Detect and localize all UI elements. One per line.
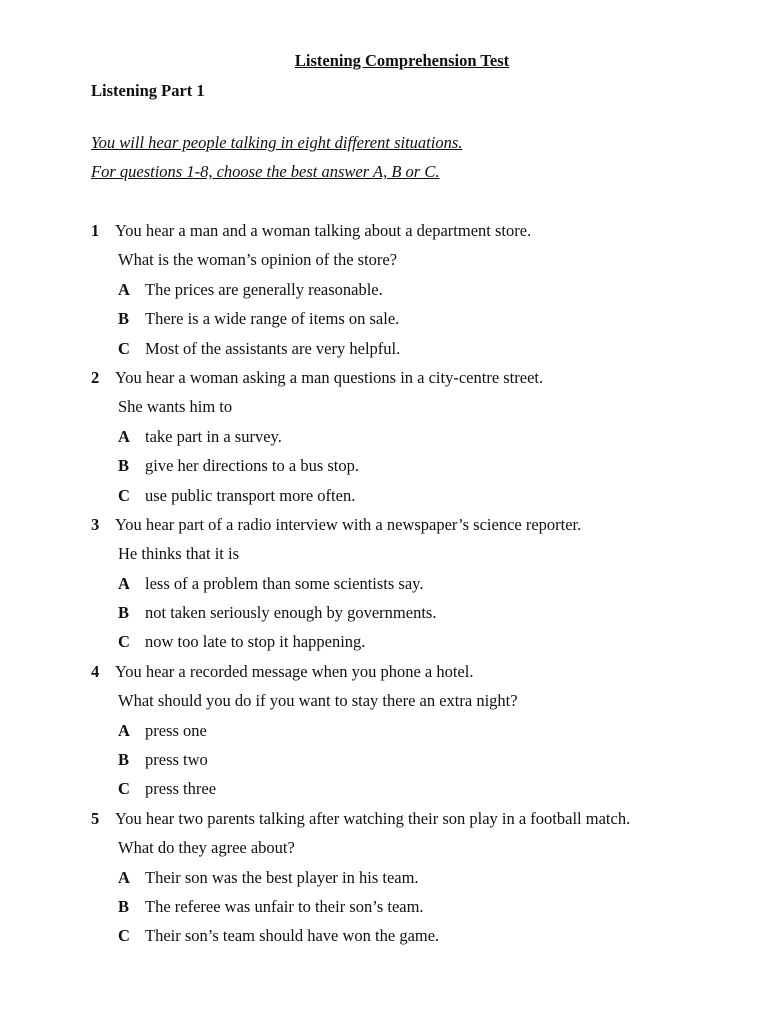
answer-option [91,280,731,309]
document-title: Listening Comprehension Test [294,51,510,70]
question-number: 2 [91,367,100,387]
option-text: now too late to stop it happening. [145,632,366,652]
option-text: not taken seriously enough by governments. [145,603,437,623]
answer-option [91,632,731,661]
answer-option [91,779,731,808]
question-list [91,221,731,956]
option-letter: A [118,426,130,446]
option-letter: A [118,279,130,299]
question-block [91,662,731,809]
option-letter: C [118,485,130,505]
question-prompt: He thinks that it is [118,544,239,564]
option-text: Their son was the best player in his team. [145,867,419,887]
situation-text: You hear part of a radio interview with a newspaper’s science reporter. [115,514,582,534]
option-text: There is a wide range of items on sale. [145,309,400,329]
question-number: 3 [91,514,100,534]
answer-option [91,721,731,750]
option-text: The prices are generally reasonable. [145,279,383,299]
answer-option [91,868,731,897]
option-text: The referee was unfair to their son’s team. [145,896,424,916]
instruction-line: You will hear people talking in eight different situations. [91,133,463,152]
option-text: less of a problem than some scientists say. [145,573,424,593]
option-letter: C [118,926,130,946]
question-prompt: What is the woman’s opinion of the store? [118,250,398,270]
answer-option [91,897,731,926]
option-letter: B [118,750,130,770]
answer-option [91,339,731,368]
option-letter: B [118,309,130,329]
answer-option [91,574,731,603]
question-prompt: What should you do if you want to stay there an extra night? [118,691,518,711]
answer-option [91,750,731,779]
answer-option [91,456,731,485]
question-situation [91,221,731,250]
question-situation [91,662,731,691]
situation-text: You hear a recorded message when you phone a hotel. [115,661,474,681]
question-prompt: What do they agree about? [118,838,295,858]
option-letter: A [118,867,130,887]
option-letter: B [118,603,130,623]
option-text: press one [145,720,207,740]
situation-text: You hear two parents talking after watching their son play in a football match. [115,808,631,828]
answer-option [91,486,731,515]
question-situation [91,368,731,397]
situation-text: You hear a man and a woman talking about a department store. [115,221,532,240]
instruction-line: For questions 1-8, choose the best answer A, B or C. [91,162,440,181]
option-letter: C [118,338,130,358]
answer-option [91,926,731,955]
option-text: give her directions to a bus stop. [145,456,360,476]
option-letter: A [118,720,130,740]
option-letter: B [118,456,130,476]
answer-option [91,603,731,632]
situation-text: You hear a woman asking a man questions in a city-centre street. [115,367,544,387]
part-heading: Listening Part 1 [91,81,205,100]
option-text: use public transport more often. [145,485,356,505]
option-letter: A [118,573,130,593]
answer-option [91,309,731,338]
option-text: take part in a survey. [145,426,282,446]
question-number: 1 [91,221,100,240]
answer-option [91,427,731,456]
question-block [91,515,731,662]
option-letter: C [118,632,130,652]
option-text: Most of the assistants are very helpful. [145,338,401,358]
question-number: 5 [91,808,100,828]
option-letter: C [118,779,130,799]
question-block [91,221,731,368]
option-letter: B [118,896,130,916]
question-number: 4 [91,661,100,681]
option-text: Their son’s team should have won the game. [145,926,440,946]
option-text: press two [145,750,208,770]
option-text: press three [145,779,217,799]
question-situation [91,515,731,544]
question-block [91,368,731,515]
question-situation [91,809,731,838]
question-prompt: She wants him to [118,397,233,417]
question-block [91,809,731,956]
